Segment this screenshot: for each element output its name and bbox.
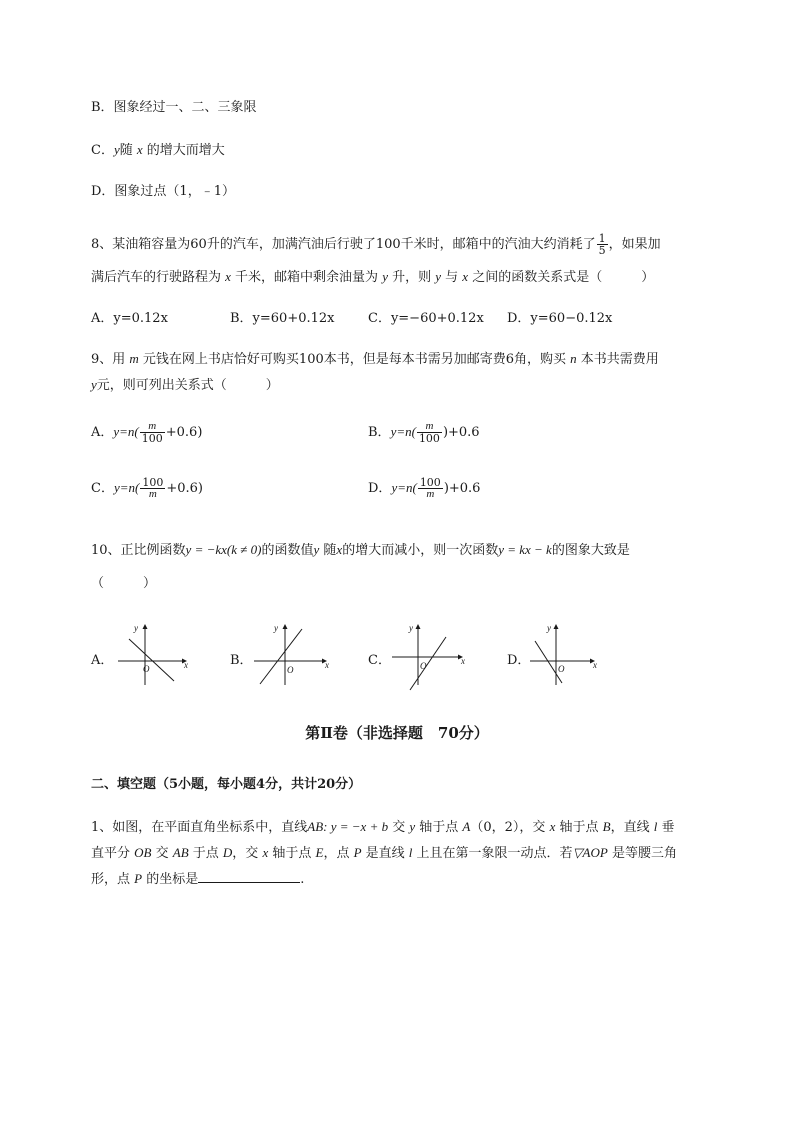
- var-y: y: [113, 142, 120, 157]
- q8-option-c: C．y=−60+0.12x: [368, 311, 484, 326]
- var-n: n: [570, 351, 577, 366]
- graph-b-label: B．: [230, 653, 253, 668]
- y-axis-arrow: [283, 624, 288, 629]
- text: 随: [119, 143, 137, 158]
- text: 上且在第一象限一动点．若: [412, 846, 573, 861]
- var-y: y: [313, 542, 320, 557]
- graph-b: [250, 619, 335, 689]
- origin-label: O: [143, 664, 150, 674]
- text: 本书共需费用: [576, 352, 659, 367]
- point-a: A: [462, 819, 471, 834]
- graph-d-label: D．: [507, 653, 531, 668]
- formula-part: )+0.6: [443, 481, 481, 496]
- q10-line1: [91, 541, 630, 560]
- q10-line2: （ ）: [91, 576, 157, 591]
- var-x: x: [336, 542, 343, 557]
- triangle-aop: ▽AOP: [572, 845, 608, 860]
- option-d: D．图象过点（1，﹣1）: [91, 184, 235, 199]
- q9-option-c: [91, 477, 203, 500]
- x-label: x: [325, 660, 329, 670]
- q9-option-a: [91, 421, 202, 444]
- formula-part: y=n(: [391, 480, 417, 495]
- formula-ab: AB: y = −x + b: [307, 819, 389, 834]
- denominator: 100: [141, 432, 163, 445]
- denominator: m: [426, 488, 435, 500]
- text: 是等腰三角: [607, 846, 677, 861]
- point-e: E: [315, 845, 324, 860]
- function-line: [260, 629, 302, 684]
- var-x: x: [262, 845, 269, 860]
- formula-part: )+0.6: [442, 425, 480, 440]
- option-label: D．: [368, 481, 392, 496]
- function-line: [410, 637, 446, 690]
- line-l: l: [653, 819, 658, 834]
- text: 垂: [657, 820, 675, 835]
- var-y: y: [91, 377, 97, 392]
- y-label: y: [274, 623, 278, 633]
- section-subheading: 二、填空题（5小题，每小题4分，共计20分）: [91, 777, 362, 792]
- q8-option-a: A．y=0.12x: [91, 311, 168, 326]
- fraction: [418, 477, 443, 500]
- text: 形，点: [91, 872, 135, 887]
- text: 8、某油箱容量为60升的汽车，加满汽油后行驶了100千米时，邮箱中的汽油大约消耗了: [91, 237, 596, 252]
- text: 元，则可列出关系式（ ）: [96, 378, 279, 393]
- text: 是直线: [361, 846, 409, 861]
- origin-label: O: [558, 664, 565, 674]
- point-p: P: [353, 845, 362, 860]
- y-axis-arrow: [554, 624, 559, 629]
- text: .: [300, 872, 305, 887]
- text: 10、正比例函数: [91, 543, 186, 558]
- var-x: x: [225, 269, 231, 284]
- option-label: A．: [91, 425, 114, 440]
- y-axis-arrow: [416, 624, 421, 629]
- text: 于点: [188, 846, 223, 861]
- formula-part: y=n(: [113, 424, 139, 439]
- text: 的图象大致是: [551, 543, 630, 558]
- text: ，交: [232, 846, 263, 861]
- x-label: x: [184, 660, 188, 670]
- y-label: y: [134, 623, 138, 633]
- formula-part: +0.6): [165, 425, 203, 440]
- var-y: y: [382, 269, 388, 284]
- origin-label: O: [287, 665, 294, 675]
- answer-blank[interactable]: [198, 870, 300, 883]
- text: 交: [388, 820, 410, 835]
- text: 轴于点: [415, 820, 463, 835]
- segment-ob: OB: [134, 845, 152, 860]
- text: （0，2），交: [470, 820, 550, 835]
- text: ，直线: [610, 820, 654, 835]
- text: 升，则: [387, 270, 436, 285]
- graph-c: [388, 619, 473, 694]
- segment-ab: AB: [172, 845, 189, 860]
- numerator: 100: [419, 476, 441, 489]
- text: 与: [441, 270, 463, 285]
- var-x: x: [462, 269, 469, 284]
- formula-part: +0.6): [166, 481, 203, 496]
- denominator: 100: [418, 432, 440, 445]
- q9-line1: [91, 350, 659, 369]
- q8-line2: [91, 268, 654, 287]
- text: 随: [319, 543, 337, 558]
- text: 9、用: [91, 352, 130, 367]
- graph-a-label: A．: [91, 653, 114, 668]
- point-p: P: [134, 871, 143, 886]
- graph-d: [526, 619, 611, 689]
- q8-line1: [91, 233, 661, 256]
- numerator: m: [140, 421, 165, 433]
- section-heading: 第Ⅱ卷（非选择题 70分）: [305, 724, 489, 742]
- var-y: y: [435, 269, 442, 284]
- fraction-1-5: [597, 233, 608, 256]
- text: 的增大而减小，则一次函数: [342, 543, 499, 558]
- text: 轴于点: [268, 846, 316, 861]
- fraction: [417, 421, 442, 444]
- option-label: B．: [368, 425, 391, 440]
- x-label: x: [593, 660, 597, 670]
- y-axis-arrow: [143, 624, 148, 629]
- y-label: y: [409, 623, 413, 633]
- fraction: [140, 477, 165, 500]
- text: 1、如图，在平面直角坐标系中，直线: [91, 820, 308, 835]
- line-l: l: [408, 845, 413, 860]
- denominator: m: [148, 488, 157, 500]
- text: ，点: [323, 846, 354, 861]
- denominator: 5: [598, 244, 606, 257]
- formula-proportional: y = −kx(k ≠ 0): [185, 542, 262, 557]
- fill1-line3: [91, 870, 304, 889]
- q9-line2: [91, 376, 279, 395]
- text: 的函数值: [261, 543, 314, 558]
- text: 的增大而增大: [142, 143, 225, 158]
- fill1-line2: [91, 844, 677, 863]
- q8-option-b: B．y=60+0.12x: [230, 311, 335, 326]
- text: 轴于点: [555, 820, 603, 835]
- fraction: [140, 421, 165, 444]
- formula-part: y=n(: [113, 480, 140, 495]
- formula-linear: y = kx − k: [498, 542, 552, 557]
- fill1-line1: [91, 818, 674, 837]
- graph-c-label: C．: [368, 653, 391, 668]
- numerator: 100: [142, 476, 164, 489]
- text: 交: [151, 846, 173, 861]
- option-c-label: C．: [91, 143, 114, 158]
- point-d: D: [222, 845, 233, 860]
- var-x: x: [136, 142, 143, 157]
- origin-label: O: [420, 661, 427, 671]
- function-line: [535, 641, 562, 683]
- function-line: [129, 639, 174, 681]
- y-label: y: [547, 623, 551, 633]
- option-c: [91, 141, 225, 160]
- text: ，如果加: [608, 237, 661, 252]
- text: 直平分: [91, 846, 135, 861]
- var-y: y: [409, 819, 416, 834]
- var-x: x: [549, 819, 556, 834]
- option-b: B．图象经过一、二、三象限: [91, 100, 257, 115]
- x-label: x: [461, 656, 465, 666]
- text: 的坐标是: [142, 872, 199, 887]
- numerator: 1: [598, 232, 606, 245]
- point-b: B: [602, 819, 611, 834]
- text: 满后汽车的行驶路程为: [91, 270, 226, 285]
- text: 之间的函数关系式是（ ）: [468, 270, 655, 285]
- q9-option-d: [368, 477, 480, 500]
- text: 元钱在网上书店恰好可购买100本书，但是每本书需另加邮寄费6角，购买: [138, 352, 571, 367]
- option-label: C．: [91, 481, 114, 496]
- text: 千米，邮箱中剩余油量为: [230, 270, 383, 285]
- numerator: m: [417, 421, 442, 433]
- q9-option-b: [368, 421, 480, 444]
- formula-part: y=n(: [390, 424, 416, 439]
- var-m: m: [129, 351, 139, 366]
- q8-option-d: D．y=60−0.12x: [507, 311, 613, 326]
- graph-a: [112, 619, 192, 689]
